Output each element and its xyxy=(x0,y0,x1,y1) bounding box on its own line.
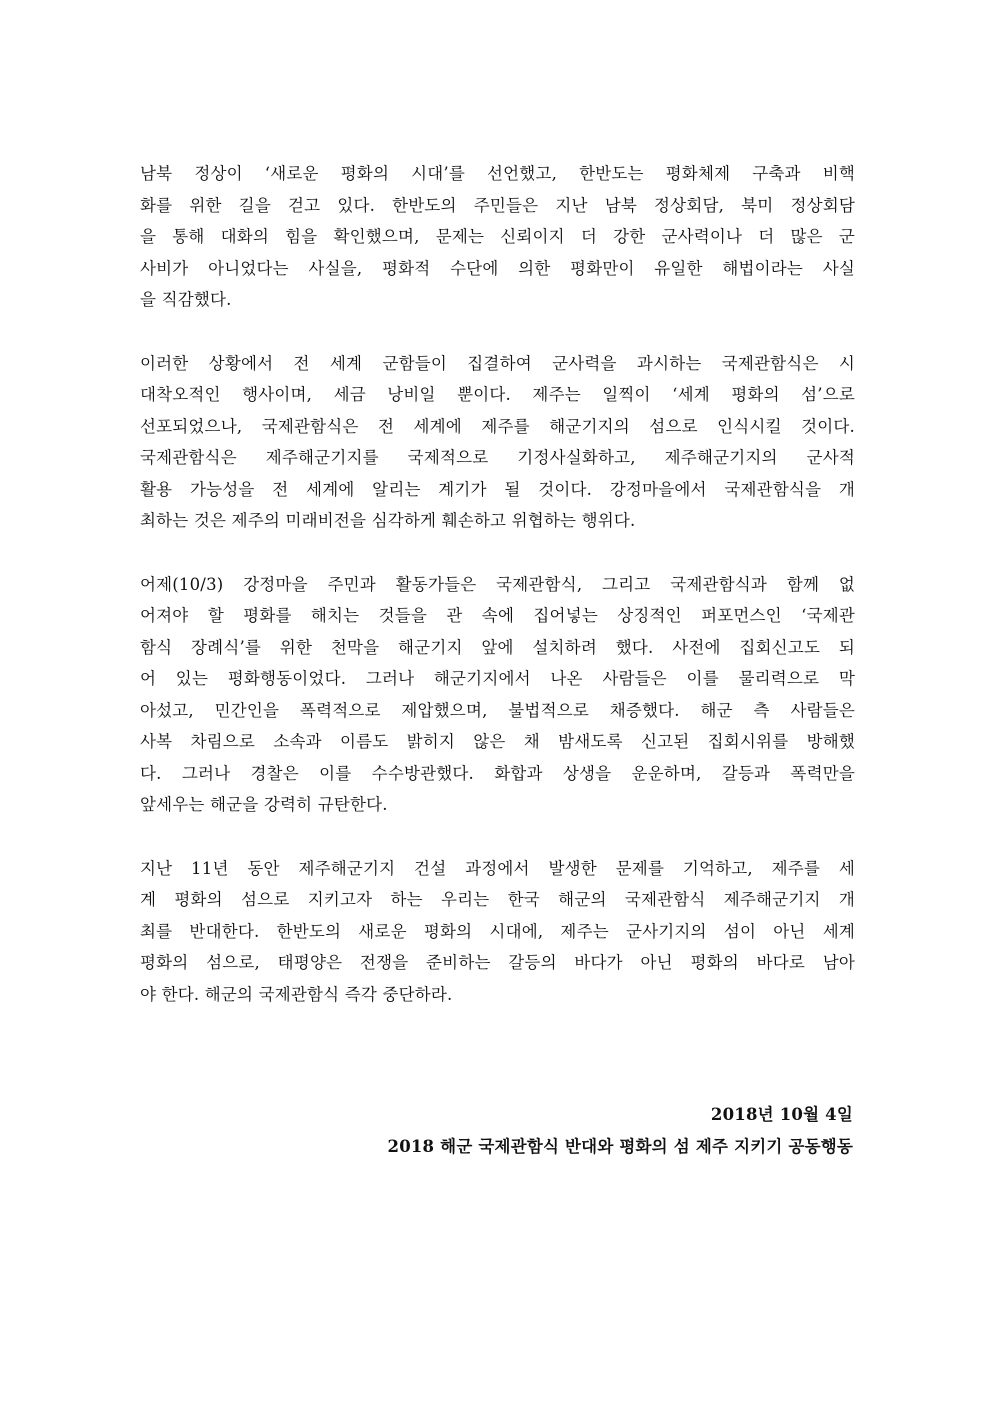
paragraph-line: 대착오적인 행사이며, 세금 낭비일 뿐이다. 제주는 일찍이 ‘세계 평화의 섬’으로 xyxy=(140,385,855,404)
paragraph-line: 국제관함식은 제주해군기지를 국제적으로 기정사실화하고, 제주해군기지의 군사적 xyxy=(140,448,855,467)
paragraph-2 xyxy=(140,348,855,537)
signature-organization: 2018 해군 국제관함식 반대와 평화의 섬 제주 지키기 공동행동 xyxy=(387,1137,853,1156)
paragraph-line: 앞세우는 해군을 강력히 규탄한다. xyxy=(140,795,388,814)
paragraph-line: 어 있는 평화행동이었다. 그러나 해군기지에서 나온 사람들은 이를 물리력으로 막 xyxy=(140,669,855,688)
paragraph-line: 이러한 상황에서 전 세계 군함들이 집결하여 군사력을 과시하는 국제관함식은 시 xyxy=(140,353,855,373)
paragraph-line: 을 직감했다. xyxy=(140,290,232,309)
paragraph-line: 사복 차림으로 소속과 이름도 밝히지 않은 채 밤새도록 신고된 집회시위를 방해했 xyxy=(140,732,855,751)
signature-block xyxy=(388,1099,853,1163)
paragraph-line: 화를 위한 길을 걷고 있다. 한반도의 주민들은 지난 남북 정상회담, 북미 정상회담 xyxy=(140,195,855,215)
paragraph-line: 야 한다. 해군의 국제관함식 즉각 중단하라. xyxy=(140,984,453,1004)
paragraph-line: 사비가 아니었다는 사실을, 평화적 수단에 의한 평화만이 유일한 해법이라는 사실 xyxy=(140,258,855,278)
paragraph-4 xyxy=(140,853,855,1011)
paragraph-line: 다. 그러나 경찰은 이를 수수방관했다. 화합과 상생을 운운하며, 갈등과 폭력만을 xyxy=(140,763,855,783)
paragraph-line: 계 평화의 섬으로 지키고자 하는 우리는 한국 해군의 국제관함식 제주해군기지 개 xyxy=(140,890,855,909)
paragraph-line: 어제(10/3) 강정마을 주민과 활동가들은 국제관함식, 그리고 국제관함식과 함께 없 xyxy=(140,574,855,594)
paragraph-line: 활용 가능성을 전 세계에 알리는 계기가 될 것이다. 강정마을에서 국제관함식을 개 xyxy=(140,479,855,499)
paragraph-line: 최하는 것은 제주의 미래비전을 심각하게 훼손하고 위협하는 행위다. xyxy=(140,511,636,530)
signature-date: 2018년 10월 4일 xyxy=(710,1105,853,1124)
paragraph-line: 지난 11년 동안 제주해군기지 건설 과정에서 발생한 문제를 기억하고, 제주를 세 xyxy=(140,858,855,878)
paragraph-line: 평화의 섬으로, 태평양은 전쟁을 준비하는 갈등의 바다가 아닌 평화의 바다로 남아 xyxy=(140,953,855,972)
paragraph-line: 선포되었으나, 국제관함식은 전 세계에 제주를 해군기지의 섬으로 인식시킬 것이다. xyxy=(140,416,855,436)
paragraph-line: 함식 장례식’를 위한 천막을 해군기지 앞에 설치하려 했다. 사전에 집회신고도 되 xyxy=(140,637,855,657)
paragraph-line: 을 통해 대화의 힘을 확인했으며, 문제는 신뢰이지 더 강한 군사력이나 더 많은 군 xyxy=(140,227,855,246)
statement-body xyxy=(140,158,855,1042)
paragraph-1 xyxy=(140,158,855,316)
paragraph-3 xyxy=(140,569,855,821)
paragraph-line: 아섰고, 민간인을 폭력적으로 제압했으며, 불법적으로 채증했다. 해군 측 사람들은 xyxy=(140,700,855,720)
paragraph-line: 최를 반대한다. 한반도의 새로운 평화의 시대에, 제주는 군사기지의 섬이 아닌 세계 xyxy=(140,921,855,941)
paragraph-line: 남북 정상이 ‘새로운 평화의 시대’를 선언했고, 한반도는 평화체제 구축과 비핵 xyxy=(140,164,855,183)
paragraph-line: 어져야 할 평화를 해치는 것들을 관 속에 집어넣는 상징적인 퍼포먼스인 ‘국제관 xyxy=(140,606,855,625)
